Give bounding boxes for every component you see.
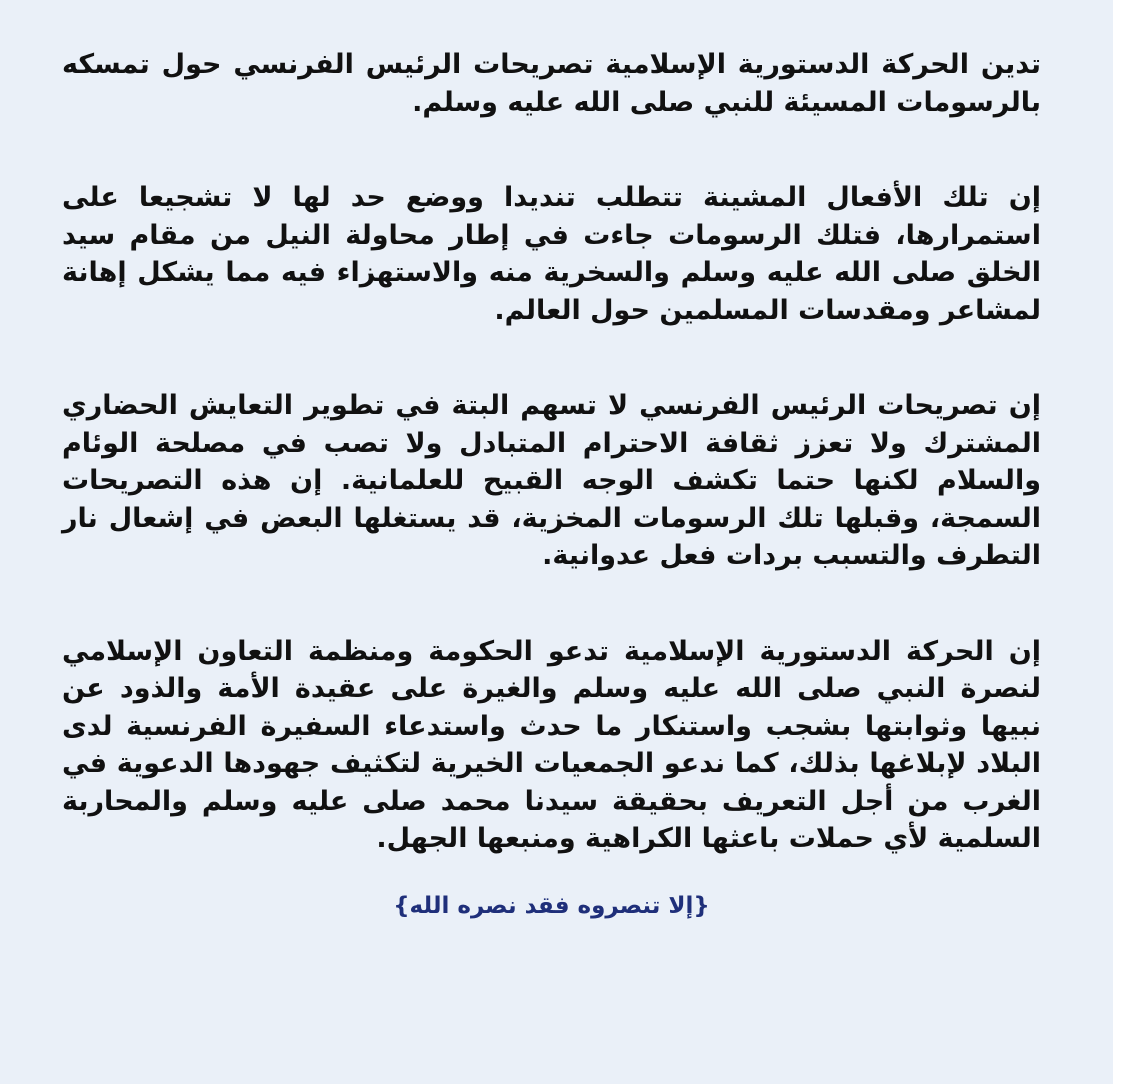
paragraph-statements: إن تصريحات الرئيس الفرنسي لا تسهم البتة في تطوير التعايش الحضاري المشترك ولا تعزز ثقافة الاحترام المتبادل ولا تصب في مصلحة الوئام والسلام لكنها حتما تكشف الوجه القبيح للعلمانية. إن هذه التصريحات السمجة، وقبلها تلك الرسومات المخزية، قد يستغلها البعض في إشعال نار التطرف والتسبب بردات فعل عدوانية.: [62, 390, 1041, 571]
paragraph-call-to-action: إن الحركة الدستورية الإسلامية تدعو الحكومة ومنظمة التعاون الإسلامي لنصرة النبي صلى الله عليه وسلم والغيرة على عقيدة الأمة والذود عن نبيها وثوابتها بشجب واستنكار ما حدث واستدعاء السفيرة الفرنسية لدى البلاد لإبلاغها بذلك، كما ندعو الجمعيات الخيرية لتكثيف جهودها الدعوية في الغرب من أجل التعريف بحقيقة سيدنا محمد صلى عليه وسلم والمحاربة السلمية لأي حملات باعثها الكراهية ومنبعها الجهل.: [62, 635, 1041, 854]
right-edge-strip: [1113, 0, 1125, 1084]
quran-verse: {إلا تنصروه فقد نصره الله}: [393, 892, 710, 919]
paragraph-condemnation: إن تلك الأفعال المشينة تتطلب تنديدا ووضع حد لها لا تشجيعا على استمرارها، فتلك الرسومات جاءت في إطار محاولة النيل من مقام سيد الخلق صلى الله عليه وسلم والسخرية منه والاستهزاء فيه مما يشكل إهانة لمشاعر ومقدسات المسلمين حول العالم.: [62, 182, 1041, 326]
paragraph-intro: تدين الحركة الدستورية الإسلامية تصريحات الرئيس الفرنسي حول تمسكه بالرسومات المسيئة للنبي صلى الله عليه وسلم.: [62, 49, 1041, 118]
